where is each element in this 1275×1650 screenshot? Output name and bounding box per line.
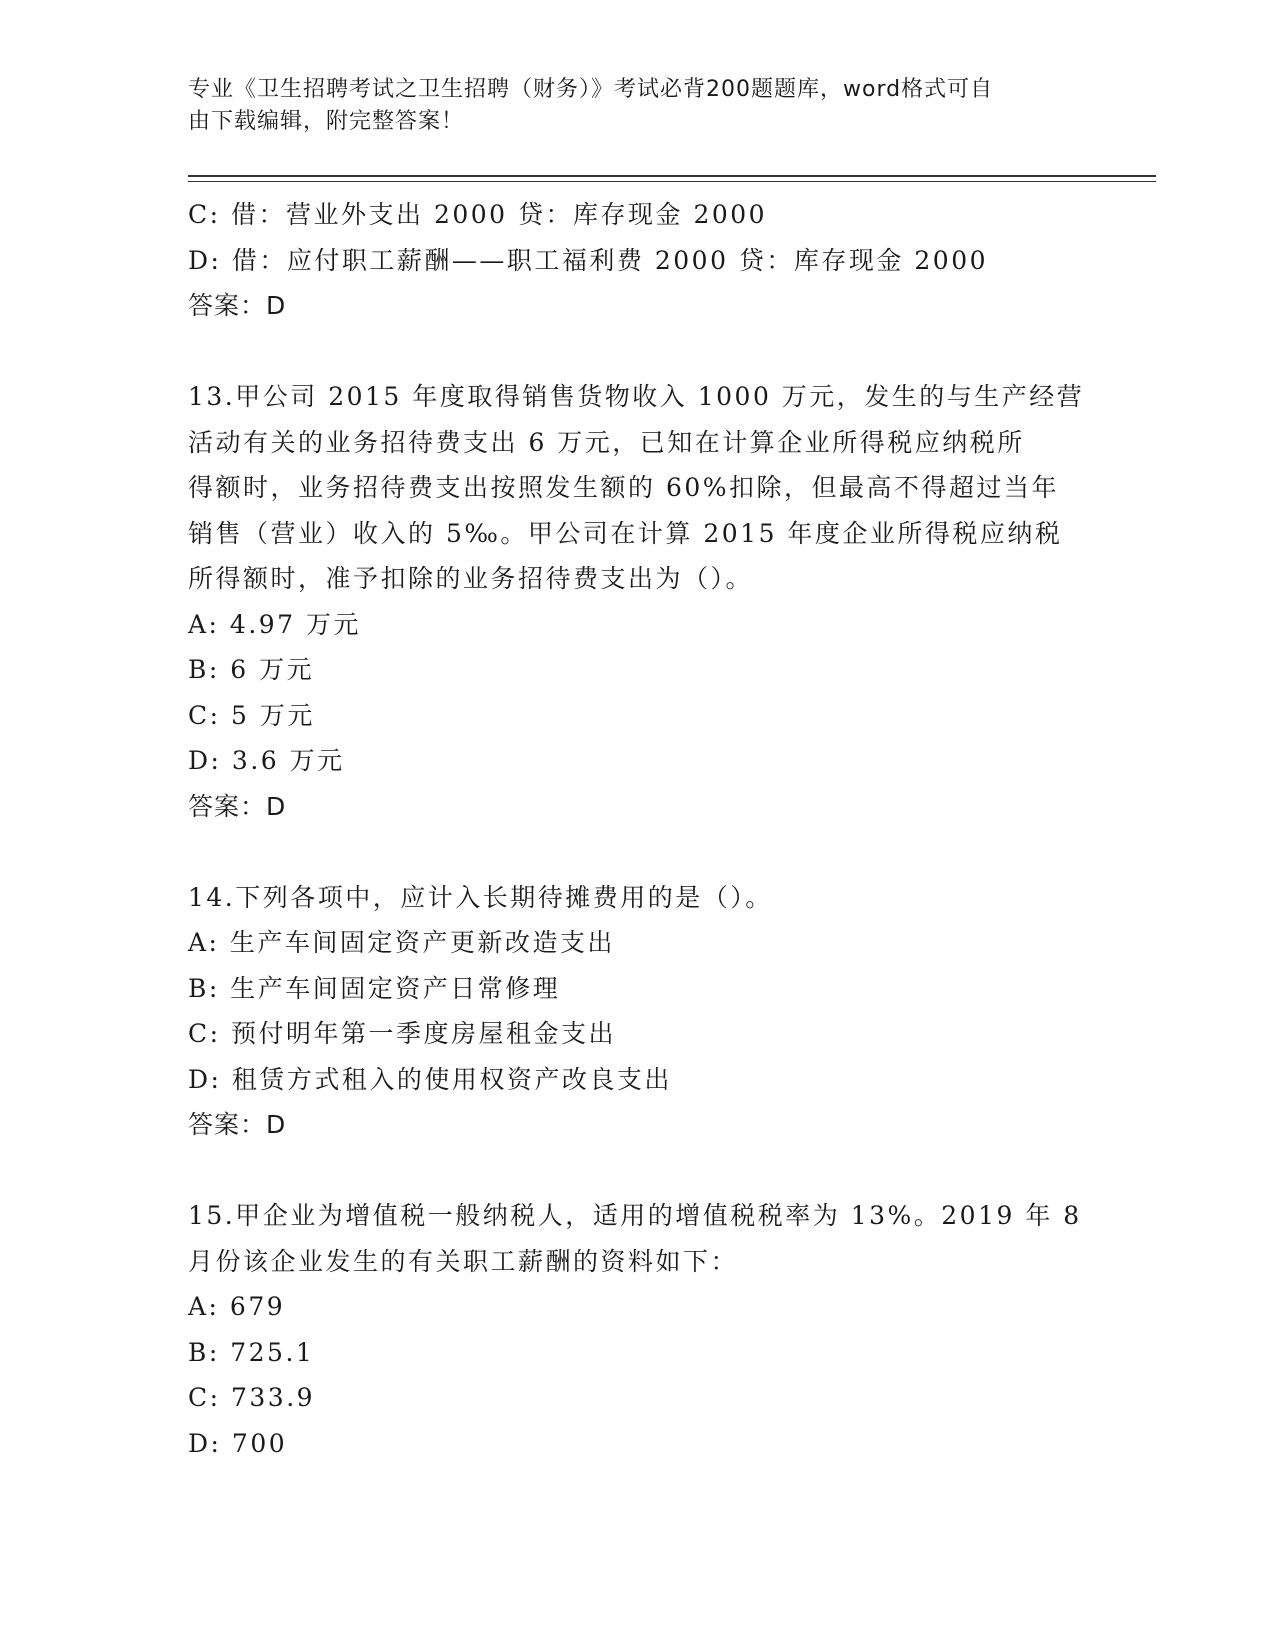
option-c: C: 预付明年第一季度房屋租金支出 <box>188 1019 616 1048</box>
option-c: C: 5 万元 <box>188 700 315 730</box>
question-text-line: 13.甲公司 2015 年度取得销售货物收入 1000 万元，发生的与生产经营 <box>188 382 1085 411</box>
header-line-1: 专业《卫生招聘考试之卫生招聘（财务）》考试必背200题题库，word格式可自 <box>188 77 994 102</box>
header-rule-thick <box>188 175 1156 177</box>
option-b: B: 6 万元 <box>188 655 315 684</box>
option-d: D: 租赁方式租入的使用权资产改良支出 <box>188 1064 672 1094</box>
page-header <box>188 74 1068 138</box>
answer-line: 答案：D <box>188 791 287 821</box>
question-text-line: 活动有关的业务招待费支出 6 万元，已知在计算企业所得税应纳税所 <box>188 427 1025 457</box>
document-body <box>188 192 1088 1466</box>
option-a: A: 679 <box>188 1292 286 1321</box>
question-text-line: 得额时，业务招待费支出按照发生额的 60%扣除，但最高不得超过当年 <box>188 473 1060 502</box>
option-d: D: 借：应付职工薪酬——职工福利费 2000 贷：库存现金 2000 <box>188 245 989 275</box>
option-c: C: 借：营业外支出 2000 贷：库存现金 2000 <box>188 200 768 229</box>
option-d: D: 700 <box>188 1428 288 1458</box>
header-line-2: 由下载编辑，附完整答案！ <box>188 109 465 134</box>
option-a: A: 4.97 万元 <box>188 609 362 639</box>
question-15 <box>188 1193 1088 1466</box>
header-rule-thin <box>188 181 1156 182</box>
question-text-line: 14.下列各项中，应计入长期待摊费用的是（）。 <box>188 882 773 912</box>
question-text-line: 所得额时，准予扣除的业务招待费支出为（）。 <box>188 564 754 593</box>
answer-line: 答案：D <box>188 291 287 320</box>
option-a: A: 生产车间固定资产更新改造支出 <box>188 928 615 957</box>
question-14 <box>188 875 1088 1148</box>
question-text-line: 月份该企业发生的有关职工薪酬的资料如下： <box>188 1246 739 1276</box>
option-c: C: 733.9 <box>188 1383 316 1412</box>
option-d: D: 3.6 万元 <box>188 746 345 775</box>
question-13 <box>188 374 1088 829</box>
carryover-question <box>188 192 1088 329</box>
option-b: B: 725.1 <box>188 1337 315 1367</box>
answer-line: 答案：D <box>188 1110 287 1139</box>
question-text-line: 销售（营业）收入的 5‰。甲公司在计算 2015 年度企业所得税应纳税 <box>188 518 1063 548</box>
question-text-line: 15.甲企业为增值税一般纳税人，适用的增值税税率为 13%。2019 年 8 <box>188 1201 1082 1230</box>
option-b: B: 生产车间固定资产日常修理 <box>188 973 561 1003</box>
